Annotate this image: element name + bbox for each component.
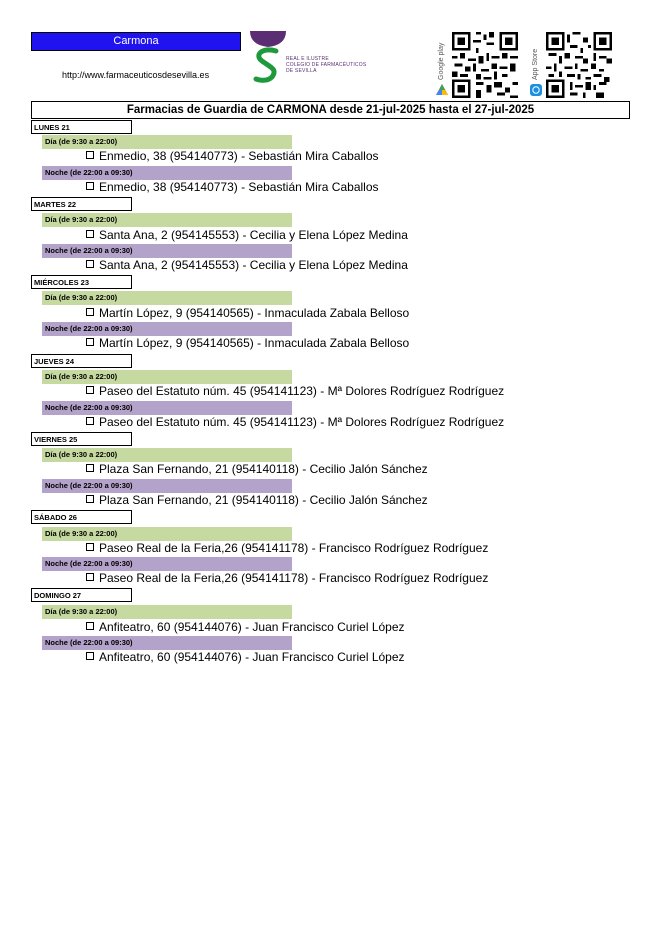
bullet-icon <box>86 386 94 394</box>
pharmacy-entry <box>86 462 428 477</box>
day-label: MIÉRCOLES 23 <box>31 275 132 289</box>
day-label: MARTES 22 <box>31 197 132 211</box>
day-label: DOMINGO 27 <box>31 588 132 602</box>
google-play-label: Google play <box>438 42 445 80</box>
pharmacy-text: Enmedio, 38 (954140773) - Sebastián Mira Caballos <box>99 180 379 194</box>
bullet-icon <box>86 182 94 190</box>
pharmacy-entry <box>86 258 408 273</box>
pharmacy-text: Martín López, 9 (954140565) - Inmaculada Zabala Belloso <box>99 306 410 320</box>
night-shift-label: Noche (de 22:00 a 09:30) <box>42 479 292 493</box>
day-shift-label: Día (de 9:30 a 22:00) <box>42 605 292 619</box>
college-logo <box>248 31 290 89</box>
page-title: Farmacias de Guardia de CARMONA desde 21-jul-2025 hasta el 27-jul-2025 <box>31 101 630 119</box>
bullet-icon <box>86 417 94 425</box>
night-shift-label: Noche (de 22:00 a 09:30) <box>42 401 292 415</box>
bullet-icon <box>86 230 94 238</box>
night-shift-label: Noche (de 22:00 a 09:30) <box>42 244 292 258</box>
college-name <box>286 56 366 74</box>
google-play-icon[interactable] <box>436 84 448 96</box>
pharmacy-text: Paseo del Estatuto núm. 45 (954141123) - Mª Dolores Rodríguez Rodríguez <box>99 384 505 398</box>
pharmacy-entry <box>86 493 428 508</box>
bullet-icon <box>86 464 94 472</box>
pharmacy-text: Santa Ana, 2 (954145553) - Cecilia y Elena López Medina <box>99 258 408 272</box>
day-shift-label: Día (de 9:30 a 22:00) <box>42 448 292 462</box>
app-store-icon[interactable] <box>530 84 542 96</box>
pharmacy-entry <box>86 541 488 556</box>
website-link[interactable]: http://www.farmaceuticosdesevilla.es <box>62 70 210 80</box>
day-shift-label: Día (de 9:30 a 22:00) <box>42 527 292 541</box>
day-label: SÁBADO 26 <box>31 510 132 524</box>
pharmacy-entry <box>86 384 504 399</box>
day-shift-label: Día (de 9:30 a 22:00) <box>42 291 292 305</box>
pharmacy-entry <box>86 228 408 243</box>
day-shift-label: Día (de 9:30 a 22:00) <box>42 135 292 149</box>
pharmacy-entry <box>86 180 379 195</box>
pharmacy-text: Martín López, 9 (954140565) - Inmaculada Zabala Belloso <box>99 336 410 350</box>
bullet-icon <box>86 622 94 630</box>
pharmacy-entry <box>86 571 488 586</box>
pharmacy-text: Enmedio, 38 (954140773) - Sebastián Mira Caballos <box>99 149 379 163</box>
night-shift-label: Noche (de 22:00 a 09:30) <box>42 322 292 336</box>
bullet-icon <box>86 543 94 551</box>
bullet-icon <box>86 308 94 316</box>
bullet-icon <box>86 151 94 159</box>
pharmacy-entry <box>86 415 504 430</box>
pharmacy-text: Paseo Real de la Feria,26 (954141178) - Francisco Rodríguez Rodríguez <box>99 571 489 585</box>
college-line: DE SEVILLA <box>286 68 317 74</box>
pharmacy-entry <box>86 306 409 321</box>
town-label: Carmona <box>31 32 241 51</box>
night-shift-label: Noche (de 22:00 a 09:30) <box>42 166 292 180</box>
google-play-qr-code[interactable] <box>452 32 518 98</box>
pharmacy-text: Plaza San Fernando, 21 (954140118) - Cecilio Jalón Sánchez <box>99 493 428 507</box>
pharmacy-text: Paseo del Estatuto núm. 45 (954141123) - Mª Dolores Rodríguez Rodríguez <box>99 415 505 429</box>
night-shift-label: Noche (de 22:00 a 09:30) <box>42 636 292 650</box>
pharmacy-text: Plaza San Fernando, 21 (954140118) - Cecilio Jalón Sánchez <box>99 462 428 476</box>
pharmacy-entry <box>86 149 379 164</box>
pharmacy-text: Anfiteatro, 60 (954144076) - Juan Francisco Curiel López <box>99 620 405 634</box>
bullet-icon <box>86 573 94 581</box>
pharmacy-entry <box>86 650 405 665</box>
bullet-icon <box>86 495 94 503</box>
bullet-icon <box>86 338 94 346</box>
college-line: COLEGIO DE FARMACÉUTICOS <box>286 62 367 68</box>
day-shift-label: Día (de 9:30 a 22:00) <box>42 213 292 227</box>
day-label: VIERNES 25 <box>31 432 132 446</box>
pharmacy-text: Santa Ana, 2 (954145553) - Cecilia y Elena López Medina <box>99 228 408 242</box>
pharmacy-entry <box>86 620 405 635</box>
night-shift-label: Noche (de 22:00 a 09:30) <box>42 557 292 571</box>
day-label: LUNES 21 <box>31 120 132 134</box>
pharmacy-entry <box>86 336 409 351</box>
app-store-label: App Store <box>532 48 539 80</box>
pharmacy-text: Anfiteatro, 60 (954144076) - Juan Francisco Curiel López <box>99 650 405 664</box>
day-shift-label: Día (de 9:30 a 22:00) <box>42 370 292 384</box>
app-store-qr-code[interactable] <box>546 32 612 98</box>
college-line: REAL E ILUSTRE <box>286 56 329 62</box>
pharmacy-text: Paseo Real de la Feria,26 (954141178) - Francisco Rodríguez Rodríguez <box>99 541 489 555</box>
bullet-icon <box>86 260 94 268</box>
day-label: JUEVES 24 <box>31 354 132 368</box>
bullet-icon <box>86 652 94 660</box>
